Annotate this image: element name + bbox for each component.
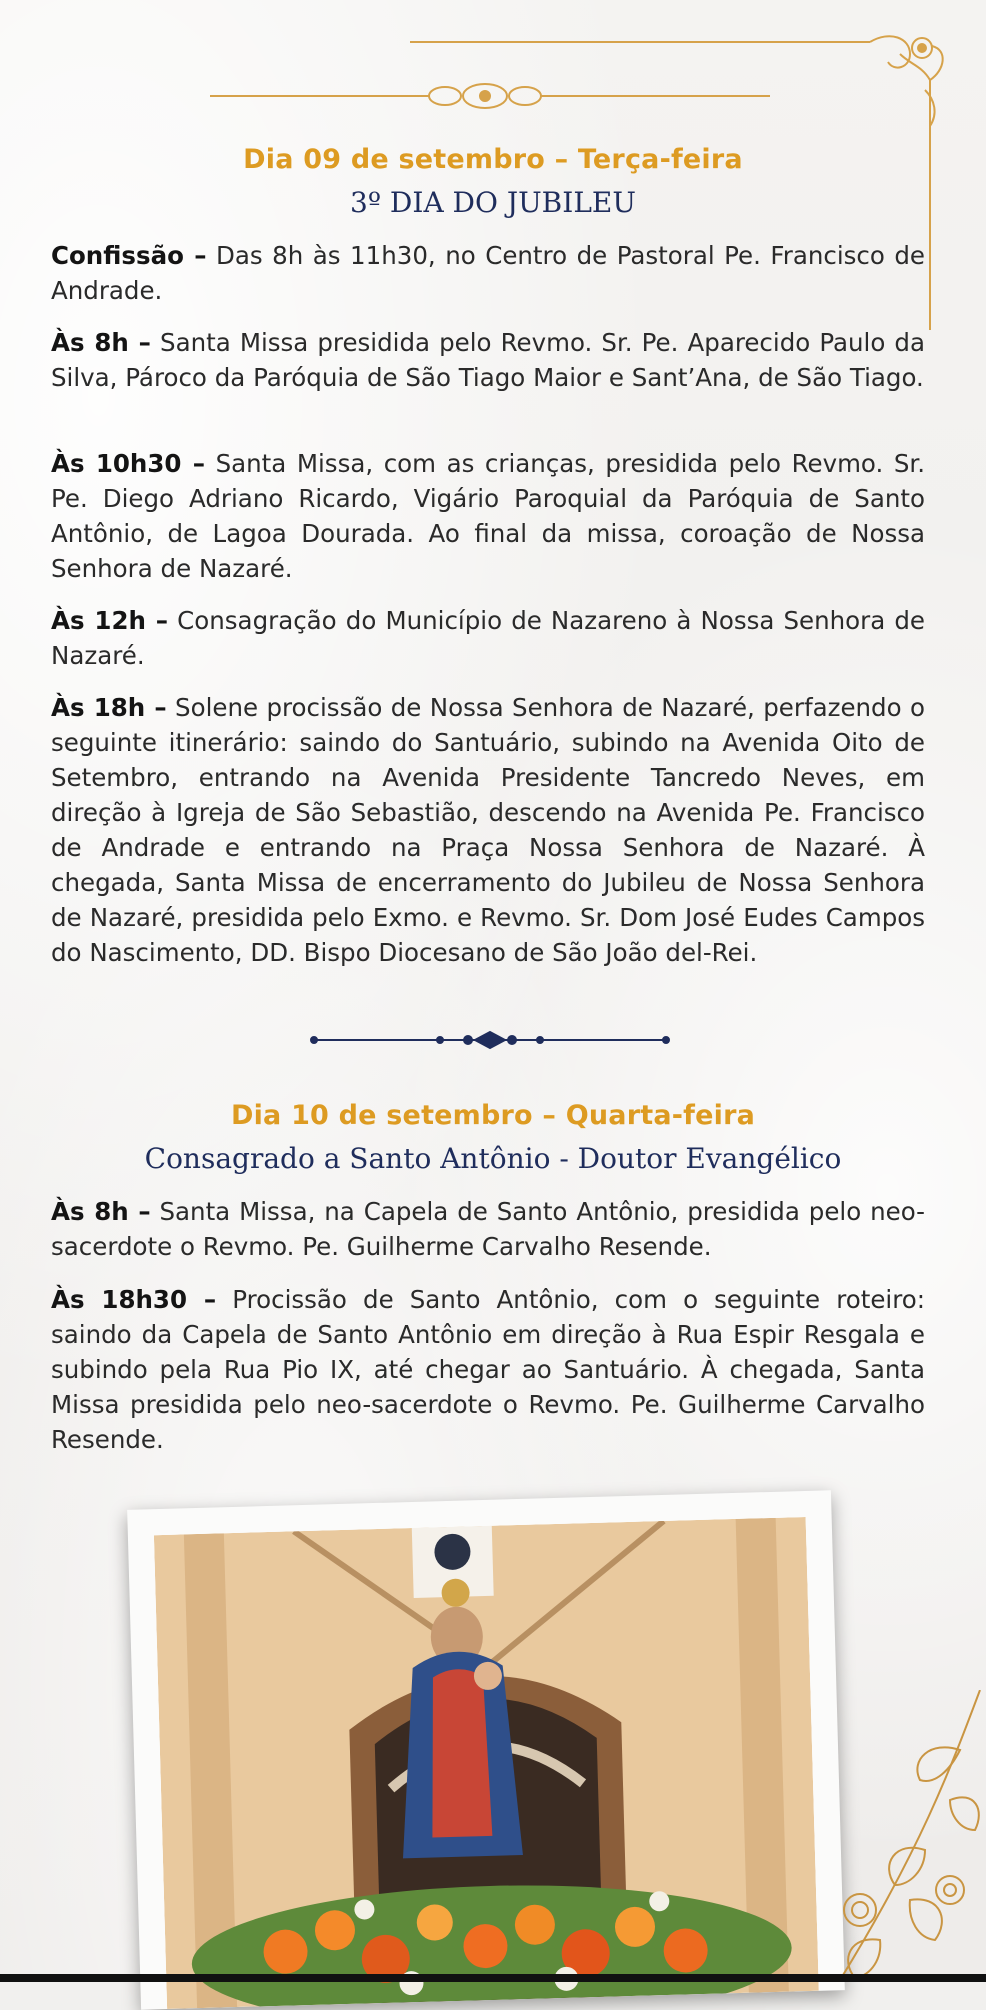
navy-divider-ornament (310, 1028, 670, 1052)
item-label: Às 12h – (51, 606, 169, 635)
day1-subtitle: 3º DIA DO JUBILEU (350, 186, 636, 219)
day1-item-8h (51, 325, 925, 395)
day1-date-heading: Dia 09 de setembro – Terça-feira (243, 144, 743, 175)
item-label: Às 8h – (51, 1197, 151, 1226)
item-label: Às 8h – (51, 328, 151, 357)
day2-item-8h (51, 1194, 925, 1264)
item-label: Às 18h30 – (51, 1285, 217, 1314)
day2-date-heading: Dia 10 de setembro – Quarta-feira (230, 1100, 756, 1131)
item-label: Confissão – (51, 241, 207, 270)
day1-item-18h (51, 690, 925, 970)
day2-subtitle: Consagrado a Santo Antônio - Doutor Evangélico (144, 1142, 842, 1175)
item-label: Às 10h30 – (51, 449, 206, 478)
item-text: Procissão de Santo Antônio, com o seguinte roteiro: saindo da Capela de Santo Antônio em direção à Rua Espir Resgala e subindo pela Rua Pio IX, até chegar ao Santuário. À chegada, Santa Missa presidida pelo neo-sacerdote o Revmo. Pe. Guilherme Carvalho Resende. (51, 1285, 925, 1454)
gold-floral-ornament (800, 1690, 986, 1980)
item-text: Consagração do Município de Nazareno à Nossa Senhora de Nazaré. (51, 606, 925, 670)
item-label: Às 18h – (51, 693, 167, 722)
item-text: Santa Missa, na Capela de Santo Antônio, presidida pelo neo-sacerdote o Revmo. Pe. Guilherme Carvalho Resende. (51, 1197, 925, 1261)
day1-item-confissao (51, 238, 925, 308)
day1-item-10h30 (51, 446, 925, 586)
day2-item-18h30 (51, 1282, 925, 1457)
statue-photo (154, 1517, 819, 2009)
item-text: Santa Missa, com as crianças, presidida pelo Revmo. Sr. Pe. Diego Adriano Ricardo, Vigário Paroquial da Paróquia de Santo Antônio, de Lagoa Dourada. Ao final da missa, coroação de Nossa Senhora de Nazaré. (51, 449, 926, 583)
bottom-edge-bar (0, 1974, 986, 1982)
day1-item-12h (51, 603, 925, 673)
statue-photo-frame (127, 1490, 845, 2009)
item-text: Das 8h às 11h30, no Centro de Pastoral Pe. Francisco de Andrade. (51, 241, 925, 305)
item-text: Santa Missa presidida pelo Revmo. Sr. Pe. Aparecido Paulo da Silva, Pároco da Paróquia de São Tiago Maior e Sant’Ana, de São Tiago. (51, 328, 925, 392)
item-text: Solene procissão de Nossa Senhora de Nazaré, perfazendo o seguinte itinerário: saindo do Santuário, subindo na Avenida Oito de Setembro, entrando na Avenida Presidente Tancredo Neves, em direção à Igreja de São Sebastião, descendo na Avenida Pe. Francisco de Andrade e entrando na Praça Nossa Senhora de Nazaré. À chegada, Santa Missa de encerramento do Jubileu de Nossa Senhora de Nazaré, presidida pelo Exmo. e Revmo. Sr. Dom José Eudes Campos do Nascimento, DD. Bispo Diocesano de São João del-Rei. (51, 693, 925, 967)
